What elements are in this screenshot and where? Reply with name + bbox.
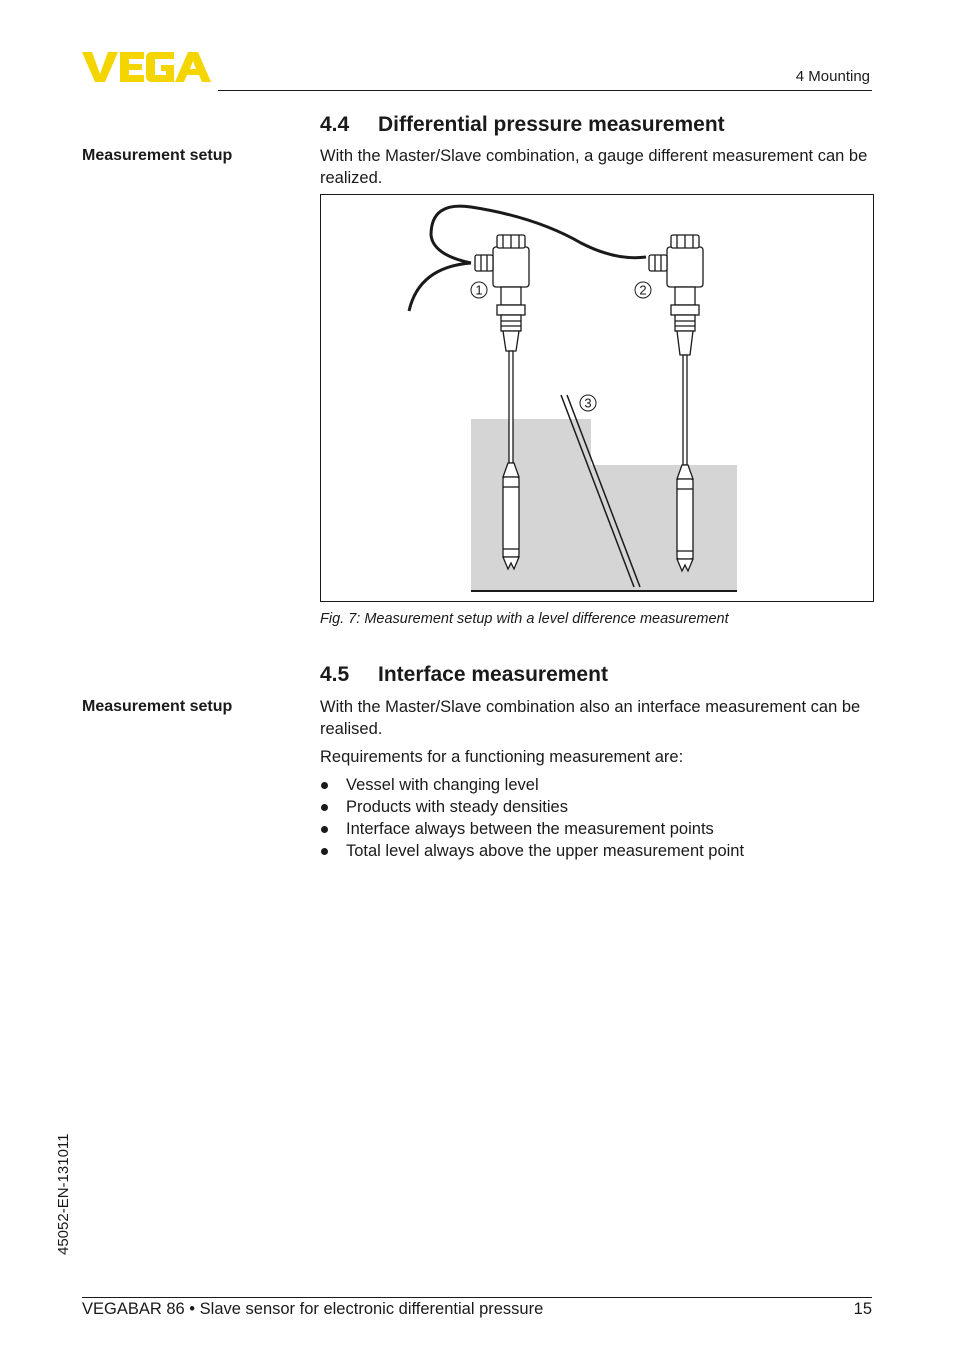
requirements-intro: Requirements for a functioning measurement are: bbox=[320, 748, 684, 766]
footer-title: VEGABAR 86 • Slave sensor for electronic differential pressure bbox=[82, 1300, 544, 1318]
vega-logo bbox=[82, 50, 212, 84]
section-title: Interface measurement bbox=[378, 663, 608, 686]
list-item: Vessel with changing level bbox=[320, 774, 872, 796]
svg-text:1: 1 bbox=[475, 282, 483, 298]
left-vessel-liquid bbox=[471, 419, 591, 591]
header-divider bbox=[218, 90, 872, 91]
section-heading-4-5 bbox=[320, 663, 608, 687]
section-title: Differential pressure measurement bbox=[378, 113, 725, 136]
callout-2 bbox=[635, 282, 651, 298]
svg-text:2: 2 bbox=[639, 282, 647, 298]
section-paragraph: With the Master/Slave combination also an interface measurement can be realised. bbox=[320, 698, 861, 738]
requirements-list bbox=[320, 774, 872, 862]
figure-measurement-setup bbox=[320, 194, 874, 602]
section-paragraph: With the Master/Slave combination, a gauge different measurement can be realized. bbox=[320, 147, 868, 187]
section-number: 4.4 bbox=[320, 113, 350, 136]
chapter-label: 4 Mounting bbox=[795, 68, 870, 85]
list-item: Products with steady densities bbox=[320, 796, 872, 818]
callout-1 bbox=[471, 282, 487, 298]
master-cable bbox=[409, 263, 471, 311]
document-id: 45052-EN-131011 bbox=[55, 1133, 72, 1255]
side-label-measurement-setup: Measurement setup bbox=[82, 698, 233, 715]
footer-divider bbox=[82, 1297, 872, 1298]
list-item: Total level always above the upper measurement point bbox=[320, 840, 872, 862]
svg-text:3: 3 bbox=[584, 395, 592, 411]
figure-caption: Fig. 7: Measurement setup with a level difference measurement bbox=[320, 611, 729, 627]
page-number: 15 bbox=[853, 1300, 872, 1318]
section-heading-4-4 bbox=[320, 113, 725, 137]
side-label-measurement-setup: Measurement setup bbox=[82, 147, 233, 164]
right-vessel-liquid bbox=[591, 465, 737, 591]
callout-3 bbox=[580, 395, 596, 411]
connection-cable bbox=[431, 206, 646, 263]
measurement-diagram bbox=[321, 195, 873, 601]
list-item: Interface always between the measurement points bbox=[320, 818, 872, 840]
section-number: 4.5 bbox=[320, 663, 350, 686]
